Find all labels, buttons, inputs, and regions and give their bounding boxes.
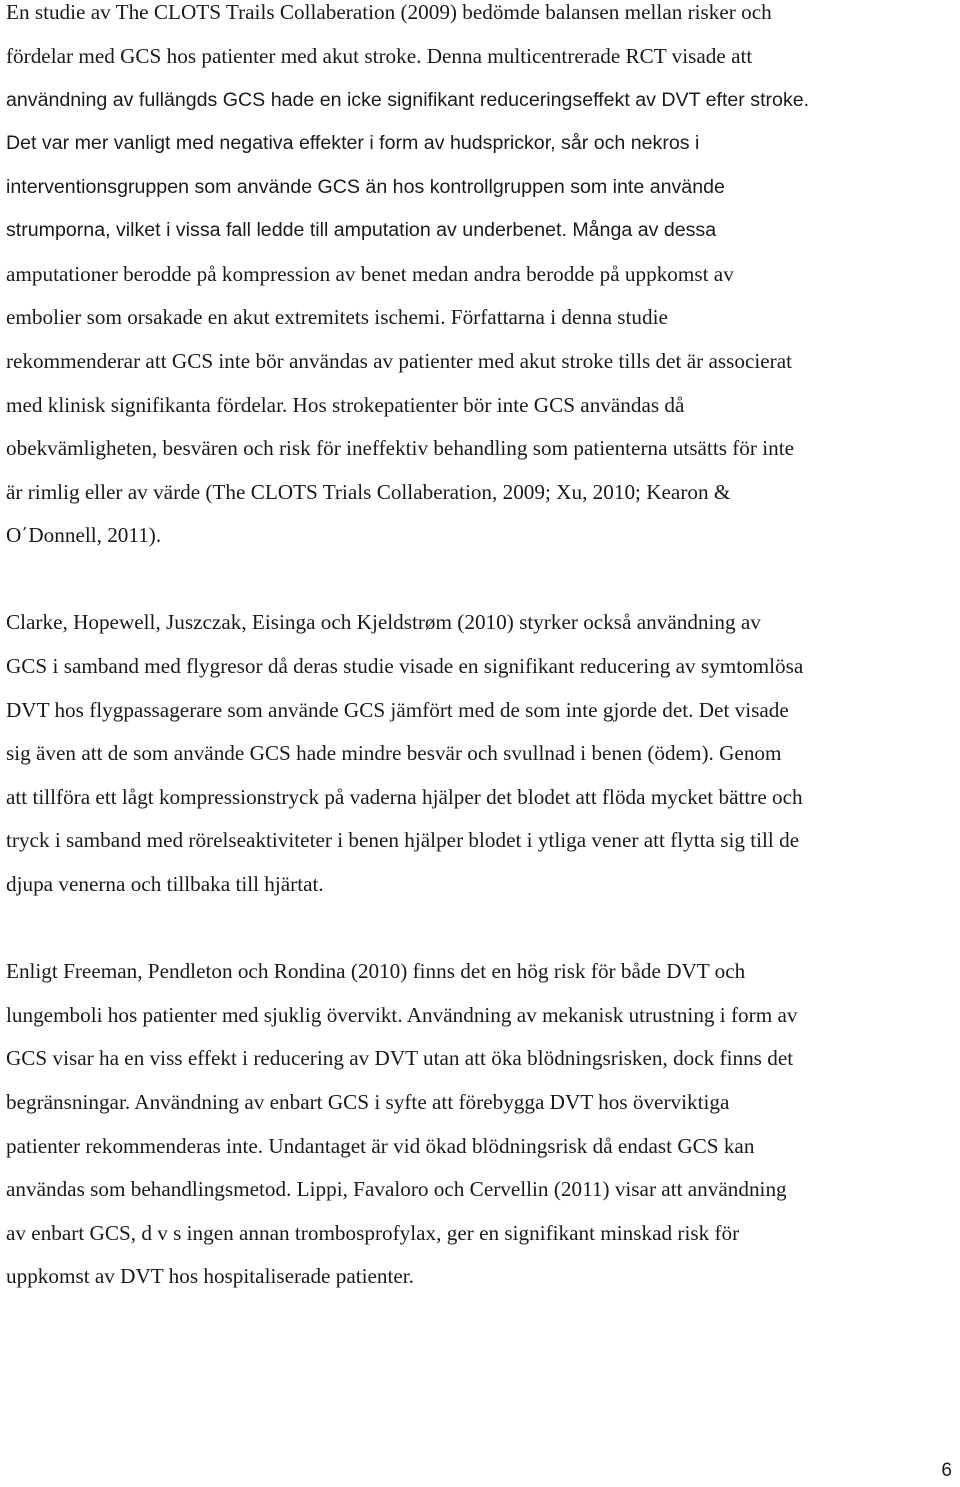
- text-line: med klinisk signifikanta fördelar. Hos strokepatienter bör inte GCS användas då: [6, 393, 685, 417]
- text-line: Clarke, Hopewell, Juszczak, Eisinga och Kjeldstrøm (2010) styrker också användning av: [6, 610, 761, 634]
- text-line: obekvämligheten, besvären och risk för ineffektiv behandling som patienterna utsätts för inte: [6, 436, 795, 460]
- text-line: patienter rekommenderas inte. Undantaget är vid ökad blödningsrisk då endast GCS kan: [6, 1134, 755, 1158]
- text-line: GCS visar ha en viss effekt i reducering av DVT utan att öka blödningsrisken, dock finns det: [6, 1046, 794, 1070]
- text-line: interventionsgruppen som använde GCS än hos kontrollgruppen som inte använde: [6, 176, 725, 198]
- text-line: användning av fullängds GCS hade en icke signifikant reduceringseffekt av DVT efter stroke.: [6, 89, 810, 111]
- text-line: rekommenderar att GCS inte bör användas av patienter med akut stroke tills det är associerat: [6, 349, 793, 373]
- text-line: DVT hos flygpassagerare som använde GCS jämfört med de som inte gjorde det. Det visade: [6, 698, 789, 722]
- text-line: GCS i samband med flygresor då deras studie visade en signifikant reducering av symtomlösa: [6, 654, 804, 678]
- text-line: Det var mer vanligt med negativa effekter i form av hudsprickor, sår och nekros i: [6, 132, 700, 154]
- text-line: O΄Donnell, 2011).: [6, 523, 162, 547]
- text-line: sig även att de som använde GCS hade mindre besvär och svullnad i benen (ödem). Genom: [6, 741, 782, 765]
- text-line: begränsningar. Användning av enbart GCS i syfte att förebygga DVT hos överviktiga: [6, 1090, 730, 1114]
- text-line: av enbart GCS, d v s ingen annan trombosprofylax, ger en signifikant minskad risk för: [6, 1221, 740, 1245]
- text-line: användas som behandlingsmetod. Lippi, Favaloro och Cervellin (2011) visar att användning: [6, 1177, 787, 1201]
- text-line: att tillföra ett lågt kompressionstryck på vaderna hjälper det blodet att flöda mycket bättre och: [6, 785, 803, 809]
- text-line: embolier som orsakade en akut extremitets ischemi. Författarna i denna studie: [6, 305, 668, 329]
- page-number: 6: [941, 1460, 952, 1481]
- text-line: djupa venerna och tillbaka till hjärtat.: [6, 872, 324, 896]
- text-line: tryck i samband med rörelseaktiviteter i benen hjälper blodet i ytliga vener att flytta sig till de: [6, 828, 800, 852]
- text-line: amputationer berodde på kompression av benet medan andra berodde på uppkomst av: [6, 262, 734, 286]
- text-line: lungemboli hos patienter med sjuklig övervikt. Användning av mekanisk utrustning i form av: [6, 1003, 798, 1027]
- text-line: är rimlig eller av värde (The CLOTS Trials Collaberation, 2009; Xu, 2010; Kearon &: [6, 480, 731, 504]
- text-line: fördelar med GCS hos patienter med akut stroke. Denna multicentrerade RCT visade att: [6, 44, 753, 68]
- text-line: Enligt Freeman, Pendleton och Rondina (2010) finns det en hög risk för både DVT och: [6, 959, 746, 983]
- text-line: uppkomst av DVT hos hospitaliserade patienter.: [6, 1264, 414, 1288]
- text-line: strumporna, vilket i vissa fall ledde till amputation av underbenet. Många av dessa: [6, 219, 717, 241]
- text-line: En studie av The CLOTS Trails Collaberation (2009) bedömde balansen mellan risker och: [6, 0, 772, 24]
